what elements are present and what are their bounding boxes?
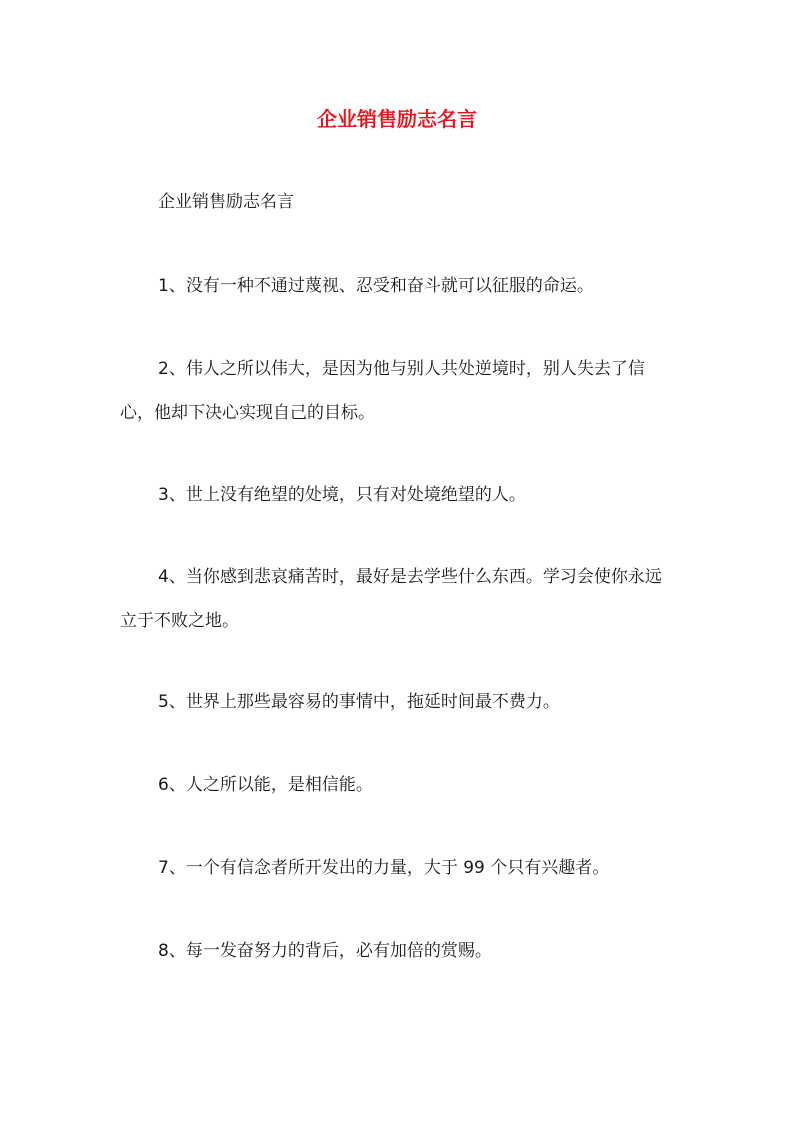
quote-item: 4、当你感到悲哀痛苦时，最好是去学些什么东西。学习会使你永远立于不败之地。: [120, 567, 662, 631]
document-subtitle: 企业销售励志名言: [158, 192, 294, 212]
quote-item: 5、世界上那些最容易的事情中，拖延时间最不费力。: [158, 692, 560, 712]
quote-item: 2、伟人之所以伟大，是因为他与别人共处逆境时，别人失去了信心，他却下决心实现自己的目标。: [120, 359, 645, 423]
quote-item: 8、每一发奋努力的背后，必有加倍的赏赐。: [158, 941, 492, 961]
quote-item: 6、人之所以能，是相信能。: [158, 775, 373, 795]
quote-item: 7、一个有信念者所开发出的力量，大于 99 个只有兴趣者。: [158, 858, 610, 878]
quote-item: 1、没有一种不通过蔑视、忍受和奋斗就可以征服的命运。: [158, 276, 594, 296]
quote-item: 3、世上没有绝望的处境，只有对处境绝望的人。: [158, 485, 526, 505]
document-title: 企业销售励志名言: [317, 107, 477, 131]
